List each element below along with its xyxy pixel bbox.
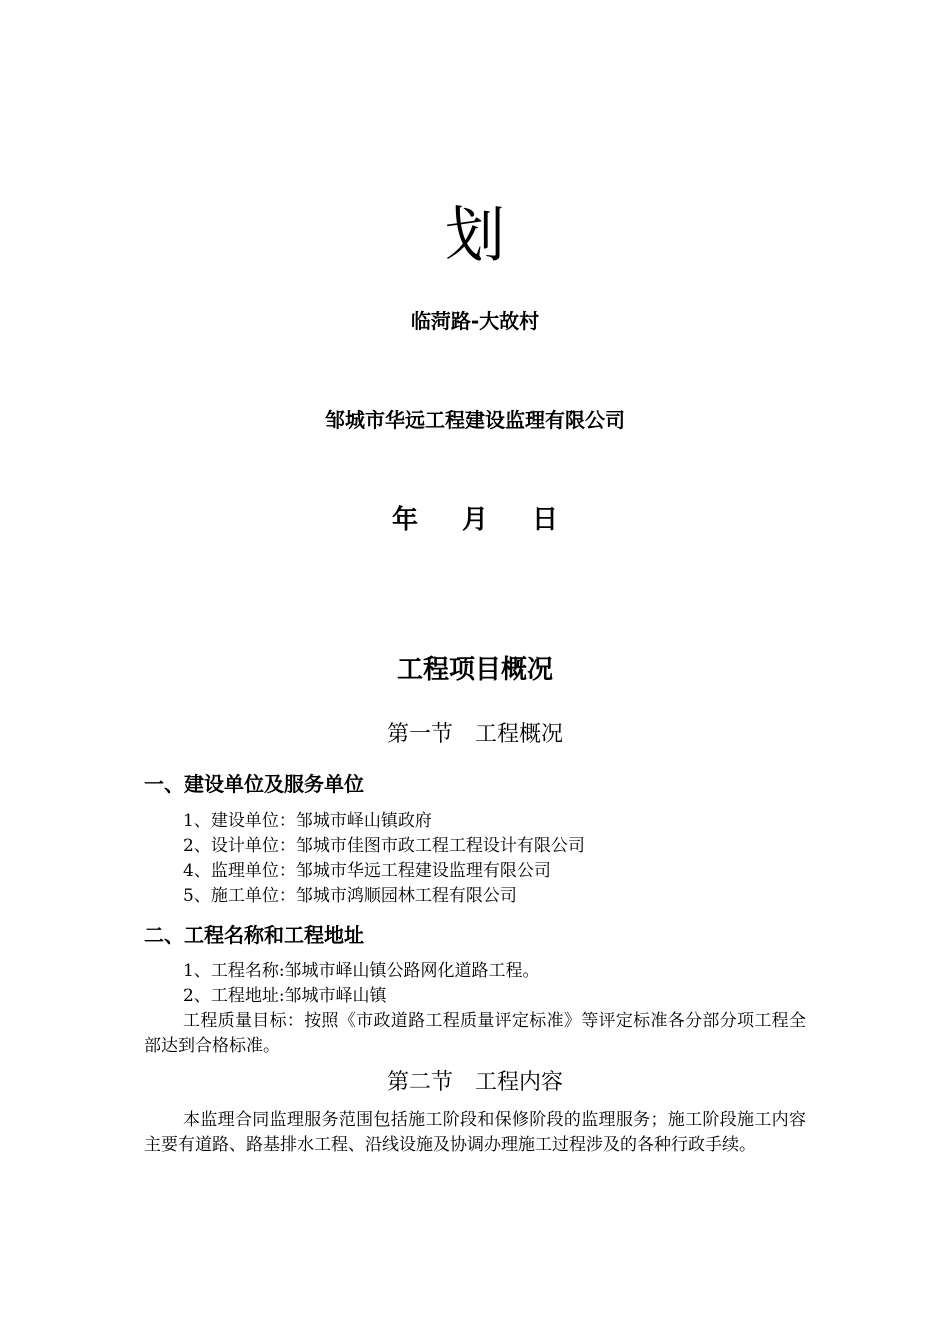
- date-year: 年: [391, 505, 418, 535]
- list-item: 2、设计单位：邹城市佳图市政工程工程设计有限公司: [183, 836, 585, 856]
- date-day: 日: [532, 505, 559, 535]
- cover-company: 邹城市华远工程建设监理有限公司: [325, 408, 625, 432]
- main-heading: 工程项目概况: [396, 655, 553, 685]
- section2-title: 第二节 工程内容: [386, 1070, 563, 1095]
- list-item: 1、建设单位：邹城市峄山镇政府: [183, 811, 432, 831]
- date-month: 月: [461, 505, 488, 535]
- list-item: 4、监理单位：邹城市华远工程建设监理有限公司: [183, 861, 551, 881]
- quality-target-paragraph: 工程质量目标：按照《市政道路工程质量评定标准》等评定标准各分部分项工程全部达到合格标准。: [144, 1011, 806, 1056]
- section1-part2-heading: 二、工程名称和工程地址: [144, 923, 364, 947]
- list-item: 1、工程名称:邹城市峄山镇公路网化道路工程。: [183, 961, 540, 981]
- section1-part1-heading: 一、建设单位及服务单位: [144, 772, 364, 796]
- list-item: 5、施工单位：邹城市鸿顺园林工程有限公司: [183, 886, 517, 906]
- cover-subtitle: 临菏路-大故村: [410, 309, 540, 333]
- list-item: 2、工程地址:邹城市峄山镇: [183, 986, 387, 1006]
- cover-date: [0, 502, 950, 538]
- section2-paragraph: 本监理合同监理服务范围包括施工阶段和保修阶段的监理服务；施工阶段施工内容主要有道路、路基排水工程、沿线设施及协调办理施工过程涉及的各种行政手续。: [144, 1110, 806, 1155]
- section1-title: 第一节 工程概况: [386, 722, 563, 747]
- cover-title-char: 划: [445, 201, 505, 271]
